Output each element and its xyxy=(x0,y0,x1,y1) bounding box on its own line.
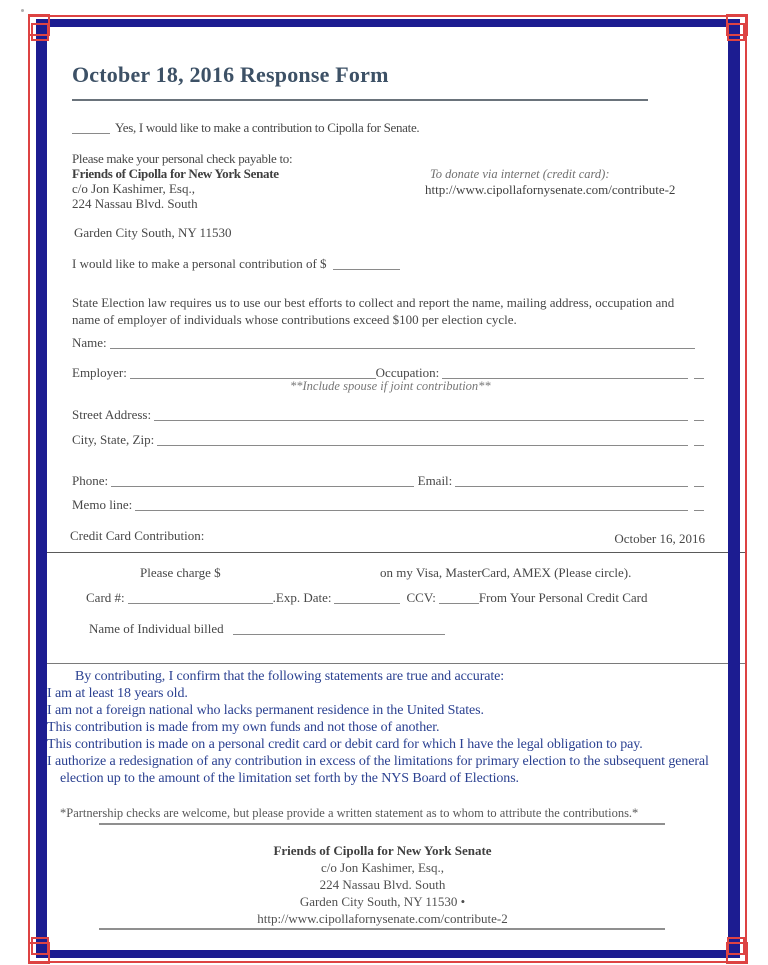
footer-org: Friends of Cipolla for New York Senate xyxy=(273,843,492,858)
check-intro: Please make your personal check payable to: xyxy=(72,151,293,166)
statements-intro: By contributing, I confirm that the following statements are true and accurate: xyxy=(75,669,505,684)
ccv-label: CCV: xyxy=(406,590,436,605)
footer-rule-bottom xyxy=(99,928,665,930)
statement-item: I am at least 18 years old. xyxy=(47,686,188,701)
partnership-note: *Partnership checks are welcome, but please provide a written statement as to whom to attribute the contributions.* xyxy=(60,806,639,820)
corner-ornament-br xyxy=(726,942,748,964)
check-street: 224 Nassau Blvd. South xyxy=(72,196,198,211)
exp-date-label: .Exp. Date: xyxy=(272,590,332,605)
city-row xyxy=(72,431,704,448)
yes-text: Yes, I would like to make a contribution to Cipolla for Senate. xyxy=(115,120,420,135)
corner-ornament-bl xyxy=(31,937,49,955)
charge-suffix: on my Visa, MasterCard, AMEX (Please circle). xyxy=(380,565,632,580)
stray-underscore xyxy=(694,433,704,446)
city-label: City, State, Zip: xyxy=(72,432,155,447)
legal-note-line1: State Election law requires us to use our best efforts to collect and report the name, mailing address, occupation and xyxy=(72,295,675,310)
statement-item: I authorize a redesignation of any contribution in excess of the limitations for primary election to the subsequent general xyxy=(47,754,740,770)
memo-label: Memo line: xyxy=(72,497,133,512)
card-row xyxy=(86,589,648,606)
check-payee: Friends of Cipolla for New York Senate xyxy=(72,166,279,181)
phone-blank xyxy=(111,474,414,487)
check-care-of: c/o Jon Kashimer, Esq., xyxy=(72,181,195,196)
card-number-label: Card #: xyxy=(86,590,125,605)
page-title: October 18, 2016 Response Form xyxy=(72,62,389,87)
corner-ornament-tr xyxy=(727,23,745,41)
corner-ornament-tl xyxy=(31,23,49,41)
scan-speck xyxy=(21,9,24,12)
donate-label: To donate via internet (credit card): xyxy=(430,167,610,181)
corner-ornament-tr xyxy=(726,14,748,36)
employer-blank xyxy=(130,366,376,379)
stray-underscore xyxy=(694,366,704,379)
contribution-row xyxy=(72,255,458,272)
stray-underscore xyxy=(694,474,704,487)
stray-underscore xyxy=(694,498,704,511)
street-label: Street Address: xyxy=(72,407,152,422)
footer-city: Garden City South, NY 11530 • xyxy=(299,894,466,909)
contribution-blank xyxy=(333,257,400,270)
memo-blank xyxy=(135,498,688,511)
charge-prefix: Please charge $ xyxy=(140,565,221,580)
footer-care-of: c/o Jon Kashimer, Esq., xyxy=(321,860,444,875)
name-label: Name: xyxy=(72,335,107,350)
city-blank xyxy=(157,433,688,446)
email-label: Email: xyxy=(417,473,453,488)
section-rule xyxy=(46,663,746,664)
footer-street: 224 Nassau Blvd. South xyxy=(319,877,446,892)
footer-url: http://www.cipollafornysenate.com/contribute-2 xyxy=(257,911,508,926)
email-blank xyxy=(455,474,688,487)
section-rule xyxy=(46,552,746,553)
corner-ornament-bl xyxy=(28,942,50,964)
check-city: Garden City South, NY 11530 xyxy=(74,225,232,240)
footer-block xyxy=(60,842,705,927)
statement-item: I am not a foreign national who lacks permanent residence in the United States. xyxy=(47,703,484,718)
donate-url: http://www.cipollafornysenate.com/contribute-2 xyxy=(425,182,676,197)
spouse-note: **Include spouse if joint contribution** xyxy=(290,379,491,393)
statement-item: This contribution is made on a personal credit card or debit card for which I have the legal obligation to pay. xyxy=(47,737,643,752)
contribution-text: I would like to make a personal contribution of $ xyxy=(72,256,327,271)
title-rule xyxy=(72,99,648,101)
street-blank xyxy=(154,408,688,421)
credit-card-heading: Credit Card Contribution: xyxy=(70,528,205,543)
credit-card-date: October 16, 2016 xyxy=(614,531,705,546)
employer-label: Employer: xyxy=(72,365,127,380)
phone-row xyxy=(72,472,704,489)
footer-rule-top xyxy=(99,823,665,825)
legal-note-line2: name of employer of individuals whose contributions exceed $100 per election cycle. xyxy=(72,312,517,327)
ccv-blank xyxy=(439,591,479,604)
memo-row xyxy=(72,496,704,513)
phone-label: Phone: xyxy=(72,473,109,488)
stray-underscore xyxy=(694,408,704,421)
name-row xyxy=(72,334,695,351)
yes-blank xyxy=(72,121,110,134)
occupation-label: Occupation: xyxy=(375,365,440,380)
yes-line xyxy=(72,119,468,136)
statement-item-continued: election up to the amount of the limitation set forth by the NYS Board of Elections. xyxy=(60,771,519,786)
card-number-blank xyxy=(128,591,273,604)
street-row xyxy=(72,406,704,423)
scan-speck xyxy=(41,796,43,800)
occupation-blank xyxy=(442,366,688,379)
billed-blank xyxy=(233,622,445,635)
corner-ornament-br xyxy=(727,937,745,955)
billed-row xyxy=(89,620,445,637)
statement-item: This contribution is made from my own funds and not those of another. xyxy=(47,720,440,735)
billed-label: Name of Individual billed xyxy=(89,621,224,636)
name-blank xyxy=(110,336,695,349)
from-card-text: From Your Personal Credit Card xyxy=(478,590,648,605)
corner-ornament-tl xyxy=(28,14,50,36)
exp-date-blank xyxy=(334,591,400,604)
